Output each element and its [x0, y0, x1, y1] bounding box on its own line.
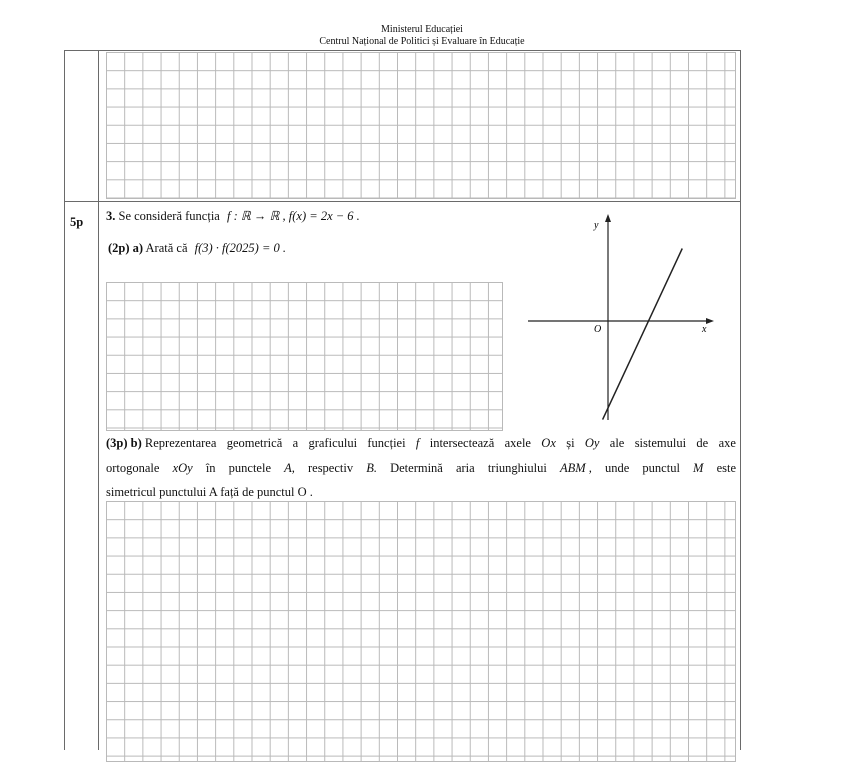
part-b-word: unde — [605, 461, 630, 475]
part-b-word: ortogonale — [106, 461, 160, 475]
problem-points: 5p — [70, 215, 84, 229]
problem-statement — [106, 208, 360, 224]
part-b-word: B. — [366, 461, 377, 475]
part-b-word: axe — [718, 436, 736, 450]
x-axis-arrow — [706, 318, 714, 324]
top-border — [64, 50, 741, 51]
header-ministry: Ministerul Educației — [381, 24, 463, 35]
part-b-heading — [106, 436, 216, 451]
part-b-word: punctul — [642, 461, 680, 475]
y-axis-arrow — [605, 214, 611, 222]
statement-math: f : ℝ → ℝ , f(x) = 2x − 6 . — [226, 209, 360, 223]
part-b-word: de — [696, 436, 709, 450]
part-b-word: graficului — [308, 436, 358, 450]
part-b-word: ale — [609, 436, 625, 450]
function-line — [603, 249, 683, 420]
part-b-word: funcției — [367, 436, 406, 450]
part-a-points: (2p) — [108, 241, 130, 255]
graph-group — [528, 214, 714, 420]
part-b-line-1 — [106, 436, 736, 451]
part-b-word: punctele — [228, 461, 271, 475]
answer-grid-previous[interactable] — [106, 52, 736, 199]
part-b-word: ABM , — [559, 461, 592, 475]
part-b-word: Determină — [390, 461, 443, 475]
answer-grid-part-a[interactable] — [106, 282, 503, 431]
part-b-word: sistemului — [634, 436, 687, 450]
problem-number: 3. — [106, 209, 116, 223]
part-b-word: A, — [284, 461, 295, 475]
part-a-statement — [108, 241, 286, 256]
part-b-word: Ox — [541, 436, 556, 450]
part-a-math: f(3) · f(2025) = 0 . — [194, 241, 287, 255]
part-a-label: a) — [132, 241, 144, 255]
points-column-divider — [98, 51, 99, 750]
part-b-word: Oy — [584, 436, 600, 450]
part-b-word: triunghiului — [487, 461, 547, 475]
part-b-word: aria — [455, 461, 475, 475]
part-b-word: axele — [504, 436, 531, 450]
part-b-points: (3p) b) Reprezentarea — [106, 436, 217, 450]
left-border — [64, 51, 65, 750]
y-axis-label: y — [594, 220, 599, 231]
header-center: Centrul Național de Politici și Evaluare în Educație — [319, 36, 525, 47]
part-b-line-3: simetricul punctului A față de punctul O . — [106, 485, 313, 499]
section-divider — [64, 201, 741, 202]
part-a-text: Arată că — [145, 241, 188, 255]
part-b-word: xOy — [172, 461, 193, 475]
part-b-line-2 — [106, 461, 736, 476]
part-b-word: în — [205, 461, 216, 475]
part-b-word: și — [566, 436, 575, 450]
function-graph — [518, 208, 718, 428]
right-border — [740, 51, 741, 750]
origin-label: O — [594, 324, 602, 335]
part-b-word: intersectează — [429, 436, 495, 450]
part-b-word: a — [292, 436, 299, 450]
part-b-word: M — [693, 461, 704, 475]
answer-grid-part-b[interactable] — [106, 501, 736, 762]
part-b-word: respectiv — [307, 461, 354, 475]
x-axis-label: x — [702, 324, 707, 335]
part-b-word: este — [716, 461, 736, 475]
part-b-word: geometrică — [226, 436, 283, 450]
statement-text: Se consideră funcția — [118, 209, 220, 223]
part-b-word: f — [415, 436, 420, 450]
